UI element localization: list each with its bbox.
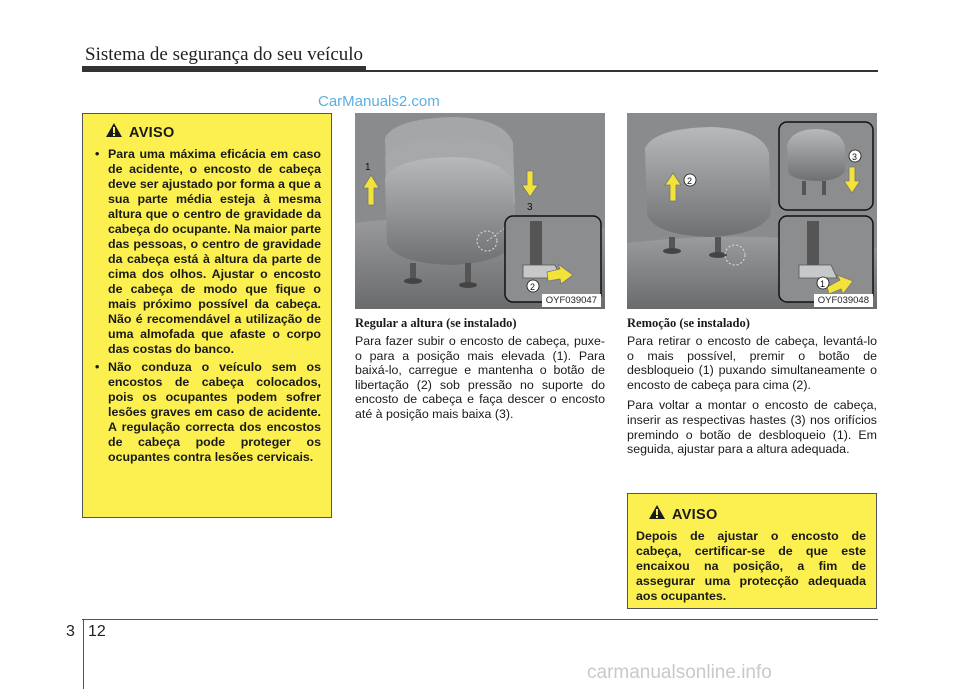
- warning-item: • Para uma máxima eficácia em caso de acidente, o encosto de cabeça deve ser ajustado por forma a que a sua parte média esteja à mesma altura que o centro de gravidade da cabeça do ocupante. Na maior parte das pessoas, o centro de gravidade da cabeça está à altura da parte de cima dos olhos. Ajustar o encosto de cabeça de modo que fique o mais próximo possível da cabeça. Não é recomendável a utilização de uma almofada que afaste o corpo das costas do banco.: [95, 147, 321, 357]
- footer-site-link[interactable]: carmanualsonline.info: [587, 662, 772, 683]
- callout-3: 3: [852, 152, 858, 162]
- figure-code: OYF039048: [814, 294, 873, 307]
- warning-header: [105, 122, 321, 143]
- header-rule-thick: [82, 66, 366, 72]
- watermark-link[interactable]: CarManuals2.com: [318, 93, 440, 110]
- headrest-removal-illustration: [627, 113, 877, 309]
- footer-divider: [83, 620, 84, 689]
- warning-triangle-icon: [648, 504, 666, 525]
- warning-title: AVISO: [129, 124, 175, 141]
- callout-1: 1: [820, 279, 826, 289]
- chapter-number: 3: [66, 623, 75, 640]
- callout-3: 3: [527, 202, 533, 213]
- body-paragraph: Para retirar o encosto de cabeça, levantá-lo o mais possível, premir o botão de desbloqueio (1) puxando simultaneamente o encosto de cabeça para cima (2).: [627, 334, 877, 392]
- header-rule-thin: [366, 70, 878, 72]
- headrest-removal-figure: [627, 113, 877, 309]
- page-number: 12: [88, 623, 106, 640]
- figure-code: OYF039047: [542, 294, 601, 307]
- warning-triangle-icon: [105, 122, 123, 143]
- warning-item: • Não conduza o veículo sem os encostos de cabeça colocados, pois os ocupantes podem sofrer lesões graves em caso de acidente. A regulação correcta dos encostos de cabeça pode proteger os ocupantes contra lesões cervicais.: [95, 360, 321, 465]
- footer-rule: [82, 619, 878, 620]
- callout-1: 1: [365, 162, 371, 173]
- body-paragraph: Para fazer subir o encosto de cabeça, puxe-o para a posição mais elevada (1). Para baixá-lo, carregue e mantenha o botão de libertação (2) sob pressão no suporte do encosto de cabeça e faça descer o encosto até à posição mais baixa (3).: [355, 334, 605, 421]
- callout-2: 2: [530, 282, 536, 292]
- warning-header: [648, 504, 866, 525]
- body-paragraph: Para voltar a montar o encosto de cabeça, inserir as respectivas hastes (3) nos orifícios premindo o botão de desbloqueio (1). Em seguida, ajustar para a altura adequada.: [627, 398, 877, 457]
- headrest-adjust-figure: [355, 113, 605, 309]
- warning-box-right: [627, 493, 877, 609]
- warning-box-left: [82, 113, 332, 518]
- section-removal: [627, 316, 877, 463]
- section-adjust-height: [355, 316, 605, 428]
- warning-title: AVISO: [672, 506, 718, 523]
- callout-2: 2: [687, 176, 693, 186]
- section-heading: Remoção (se instalado): [627, 316, 750, 330]
- warning-list: [95, 147, 321, 465]
- warning-text: Depois de ajustar o encosto de cabeça, certificar-se de que este encaixou na posição, a fim de assegurar uma protecção adequada aos ocupantes.: [636, 529, 866, 603]
- header-title: Sistema de segurança do seu veículo: [85, 44, 364, 65]
- section-heading: Regular a altura (se instalado): [355, 316, 517, 330]
- headrest-adjust-illustration: [355, 113, 605, 309]
